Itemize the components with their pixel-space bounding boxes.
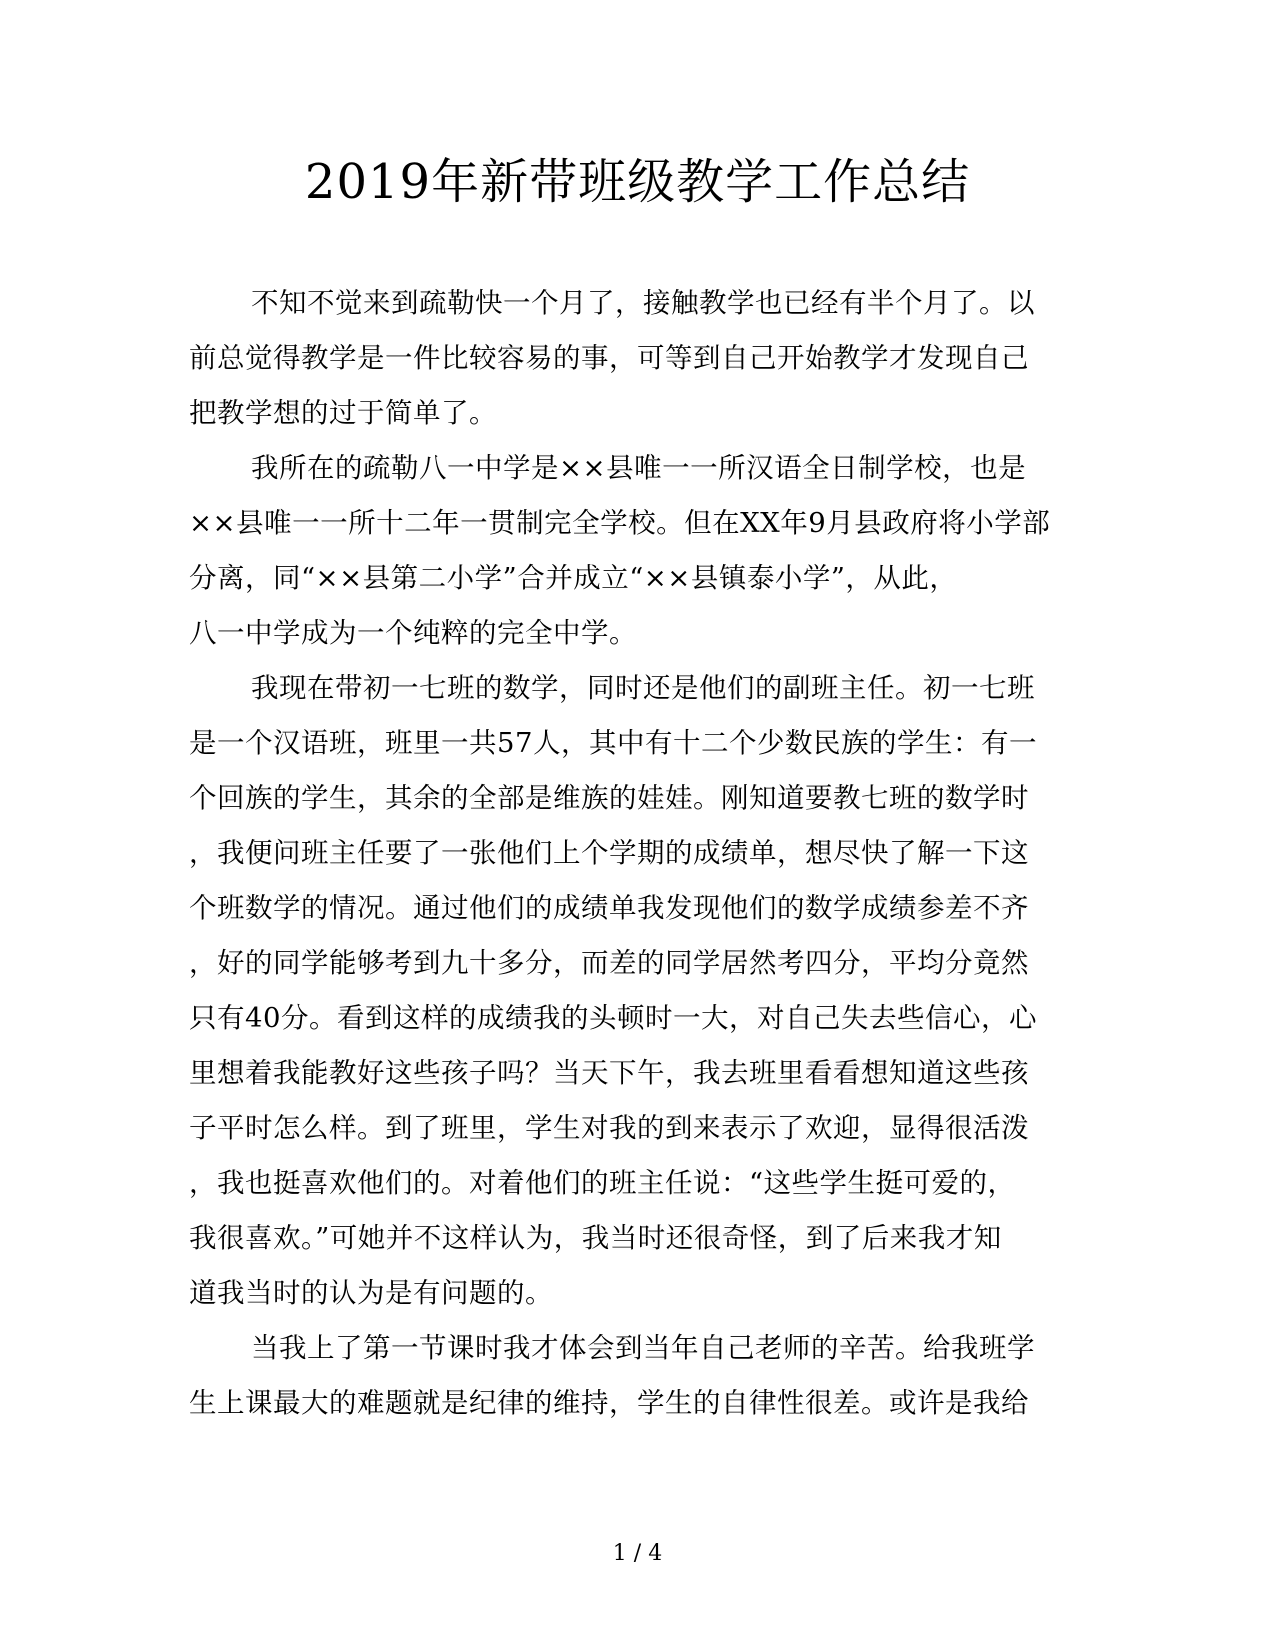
text-line: 我很喜欢。”可她并不这样认为，我当时还很奇怪，到了后来我才知 xyxy=(189,1222,1002,1254)
text-line: 我所在的疏勒八一中学是××县唯一一所汉语全日制学校，也是 xyxy=(251,452,1027,484)
text-line: 把教学想的过于简单了。 xyxy=(189,397,497,429)
page-number: 1 / 4 xyxy=(612,1541,663,1566)
text-line: 分离，同“××县第二小学”合并成立“××县镇泰小学”，从此， xyxy=(189,562,958,594)
text-line: 个回族的学生，其余的全部是维族的娃娃。刚知道要教七班的数学时 xyxy=(189,782,1029,814)
document-title: 2019年新带班级教学工作总结 xyxy=(304,154,971,210)
text-line: 当我上了第一节课时我才体会到当年自己老师的辛苦。给我班学 xyxy=(251,1332,1035,1364)
text-line: 生上课最大的难题就是纪律的维持，学生的自律性很差。或许是我给 xyxy=(189,1387,1029,1419)
text-line: ，我便问班主任要了一张他们上个学期的成绩单，想尽快了解一下这 xyxy=(189,837,1029,869)
text-line: 前总觉得教学是一件比较容易的事，可等到自己开始教学才发现自己 xyxy=(189,342,1029,374)
text-line: 个班数学的情况。通过他们的成绩单我发现他们的数学成绩参差不齐 xyxy=(189,892,1029,924)
document-body xyxy=(189,276,1079,1431)
text-line: 不知不觉来到疏勒快一个月了，接触教学也已经有半个月了。以 xyxy=(251,287,1035,319)
text-line: 子平时怎么样。到了班里，学生对我的到来表示了欢迎，显得很活泼 xyxy=(189,1112,1029,1144)
text-line: ，好的同学能够考到九十多分，而差的同学居然考四分，平均分竟然 xyxy=(189,947,1029,979)
text-line: 只有40分。看到这样的成绩我的头顿时一大，对自己失去些信心，心 xyxy=(189,1002,1037,1034)
text-line: 我现在带初一七班的数学，同时还是他们的副班主任。初一七班 xyxy=(251,672,1035,704)
text-line: ××县唯一一所十二年一贯制完全学校。但在XX年9月县政府将小学部 xyxy=(189,507,1051,539)
text-line: 八一中学成为一个纯粹的完全中学。 xyxy=(189,617,637,649)
text-line: 里想着我能教好这些孩子吗？当天下午，我去班里看看想知道这些孩 xyxy=(189,1057,1029,1089)
text-line: ，我也挺喜欢他们的。对着他们的班主任说：“这些学生挺可爱的， xyxy=(189,1167,1016,1199)
text-line: 道我当时的认为是有问题的。 xyxy=(189,1277,553,1309)
text-line: 是一个汉语班，班里一共57人，其中有十二个少数民族的学生：有一 xyxy=(189,727,1037,759)
